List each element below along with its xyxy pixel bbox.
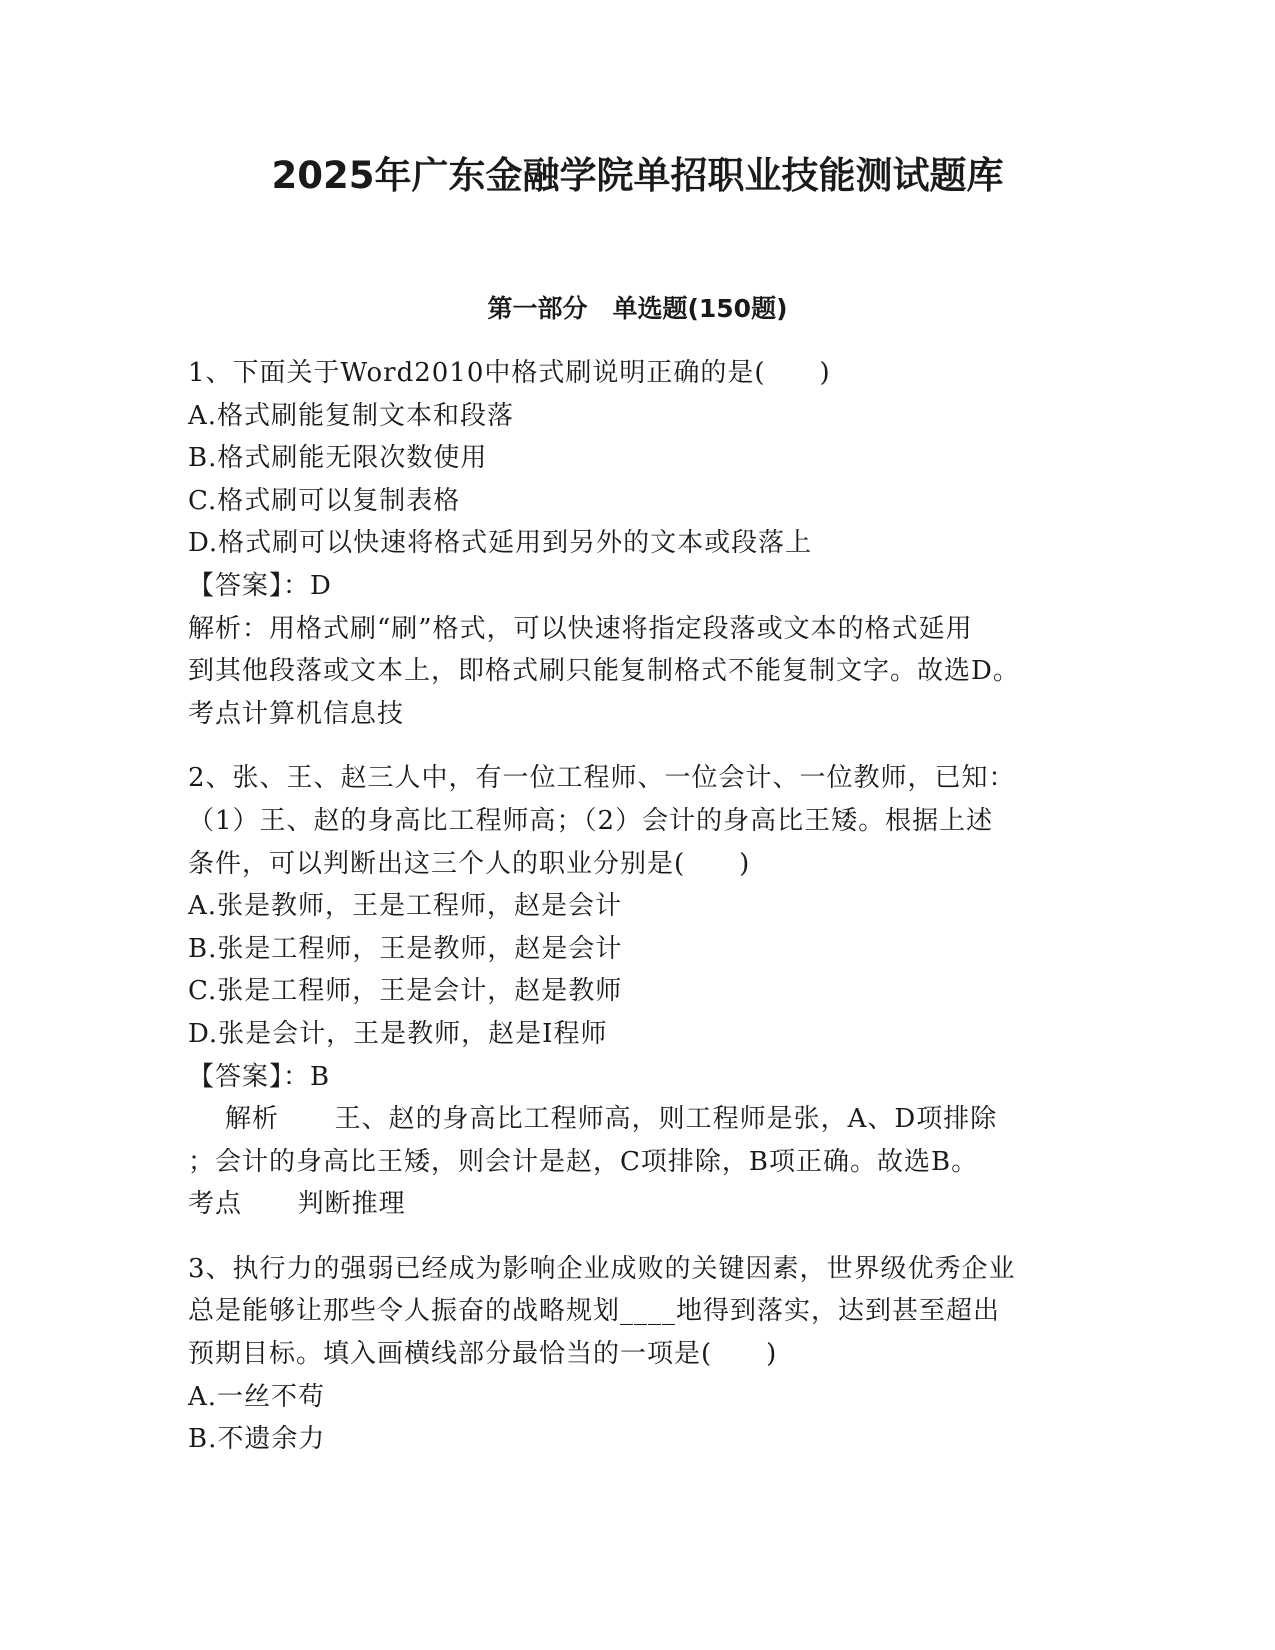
section-heading: 第一部分 单选题(150题) (487, 294, 788, 323)
option-c: C.张是工程师，王是会计，赵是教师 (188, 976, 623, 1007)
explanation-line: 到其他段落或文本上，即格式刷只能复制格式不能复制文字。故选D。 (188, 656, 1020, 687)
question-stem: 3、执行力的强弱已经成为影响企业成败的关键因素，世界级优秀企业 (188, 1253, 1016, 1284)
explanation-line: 解析 王、赵的身高比工程师高，则工程师是张，A、D项排除 (188, 1104, 998, 1135)
question-3 (188, 1248, 1088, 1461)
question-stem: 1、下面关于Word2010中格式刷说明正确的是( ) (188, 358, 831, 388)
explanation-line: ；会计的身高比王矮，则会计是赵，C项排除，B项正确。故选B。 (188, 1146, 979, 1177)
question-stem: 预期目标。填入画横线部分最恰当的一项是( ) (188, 1339, 778, 1370)
question-stem: （1）王、赵的身高比工程师高；（2）会计的身高比王矮。根据上述 (188, 805, 994, 836)
option-b: B.不遗余力 (188, 1424, 326, 1455)
option-c: C.格式刷可以复制表格 (188, 485, 461, 516)
answer: 【答案】：B (188, 1061, 331, 1092)
question-stem: 2、张、王、赵三人中，有一位工程师、一位会计、一位教师，已知： (188, 763, 1016, 794)
question-stem: 总是能够让那些令人振奋的战略规划____地得到落实，达到甚至超出 (188, 1296, 1001, 1327)
answer: 【答案】：D (188, 570, 332, 601)
question-2 (188, 757, 1088, 1226)
option-b: B.张是工程师，王是教师，赵是会计 (188, 933, 623, 964)
explanation-line: 考点 判断推理 (188, 1189, 406, 1220)
explanation-line: 考点计算机信息技 (188, 698, 405, 729)
option-a: A.张是教师，王是工程师，赵是会计 (188, 891, 623, 922)
option-a: A.一丝不苟 (188, 1381, 326, 1412)
document-title: 2025年广东金融学院单招职业技能测试题库 (271, 154, 1004, 197)
option-b: B.格式刷能无限次数使用 (188, 443, 488, 474)
option-d: D.格式刷可以快速将格式延用到另外的文本或段落上 (188, 528, 813, 559)
option-a: A.格式刷能复制文本和段落 (188, 400, 515, 431)
option-d: D.张是会计，王是教师，赵是I程师 (188, 1018, 608, 1049)
explanation-line: 解析：用格式刷“刷”格式，可以快速将指定段落或文本的格式延用 (188, 613, 973, 644)
question-1 (188, 352, 1088, 735)
question-list (188, 352, 1088, 1483)
question-stem: 条件，可以判断出这三个人的职业分别是( ) (188, 848, 751, 879)
